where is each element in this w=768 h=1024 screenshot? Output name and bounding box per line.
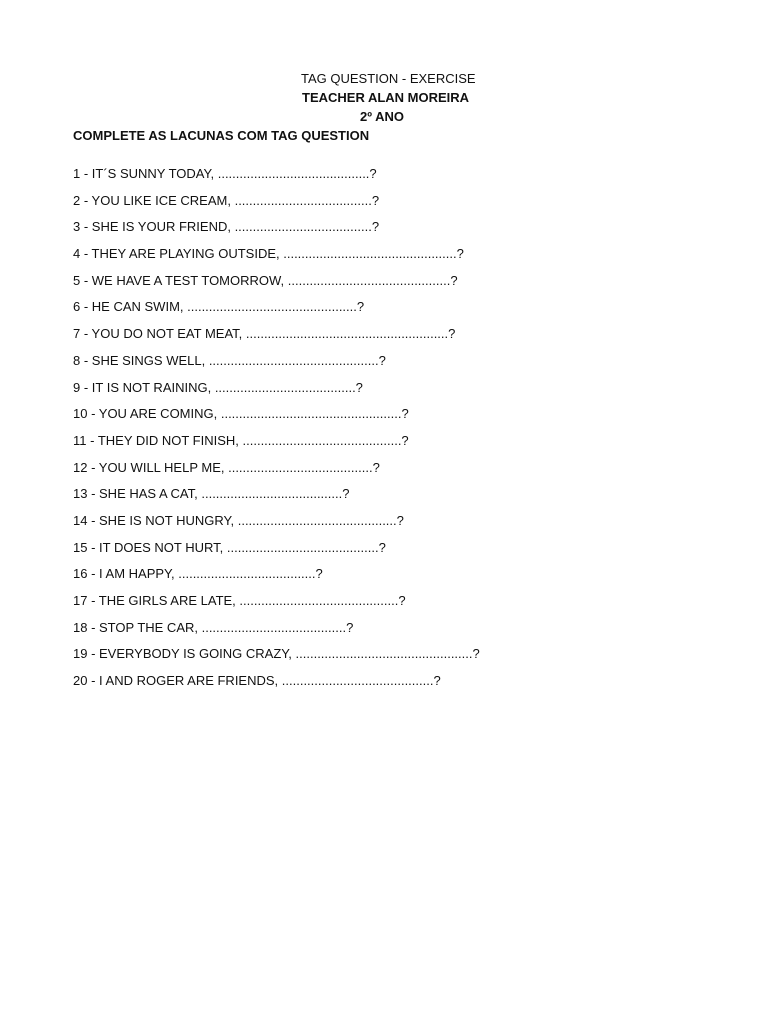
question-item: 19 - EVERYBODY IS GOING CRAZY, .................................................? bbox=[73, 646, 480, 662]
question-item: 11 - THEY DID NOT FINISH, ............................................? bbox=[73, 432, 409, 448]
teacher-name: TEACHER ALAN MOREIRA bbox=[302, 90, 470, 105]
question-item: 4 - THEY ARE PLAYING OUTSIDE, ................................................? bbox=[73, 246, 464, 262]
question-item: 7 - YOU DO NOT EAT MEAT, ........................................................? bbox=[73, 326, 456, 342]
title-row bbox=[0, 69, 768, 88]
question-item: 17 - THE GIRLS ARE LATE, ............................................? bbox=[73, 593, 406, 608]
question-item: 3 - SHE IS YOUR FRIEND, ......................................? bbox=[73, 219, 380, 235]
question-item: 13 - SHE HAS A CAT, .......................................? bbox=[73, 486, 350, 502]
question-item: 9 - IT IS NOT RAINING, .......................................? bbox=[73, 379, 363, 395]
question-item: 6 - HE CAN SWIM, ...............................................? bbox=[73, 299, 365, 315]
teacher-row bbox=[0, 88, 768, 107]
question-item: 5 - WE HAVE A TEST TOMORROW, .............................................? bbox=[73, 272, 458, 288]
exercise-instruction: COMPLETE AS LACUNAS COM TAG QUESTION bbox=[73, 128, 370, 143]
question-item: 15 - IT DOES NOT HURT, ..........................................? bbox=[73, 539, 386, 555]
question-list bbox=[73, 164, 480, 698]
question-item: 18 - STOP THE CAR, ........................................? bbox=[73, 619, 354, 635]
question-item: 20 - I AND ROGER ARE FRIENDS, ..........................................? bbox=[73, 673, 441, 689]
question-item: 16 - I AM HAPPY, ......................................? bbox=[73, 566, 323, 582]
question-item: 1 - IT´S SUNNY TODAY, ..........................................? bbox=[73, 166, 377, 181]
grade-row bbox=[0, 107, 768, 126]
document-title: TAG QUESTION - EXERCISE bbox=[301, 71, 476, 86]
grade-level: 2º ANO bbox=[360, 109, 404, 124]
question-item: 8 - SHE SINGS WELL, ...............................................? bbox=[73, 352, 386, 368]
question-item: 12 - YOU WILL HELP ME, ........................................? bbox=[73, 459, 380, 475]
question-item: 10 - YOU ARE COMING, ..................................................? bbox=[73, 406, 409, 422]
question-item: 14 - SHE IS NOT HUNGRY, ............................................? bbox=[73, 512, 404, 528]
question-item: 2 - YOU LIKE ICE CREAM, ......................................? bbox=[73, 192, 380, 208]
document-header bbox=[0, 69, 768, 126]
